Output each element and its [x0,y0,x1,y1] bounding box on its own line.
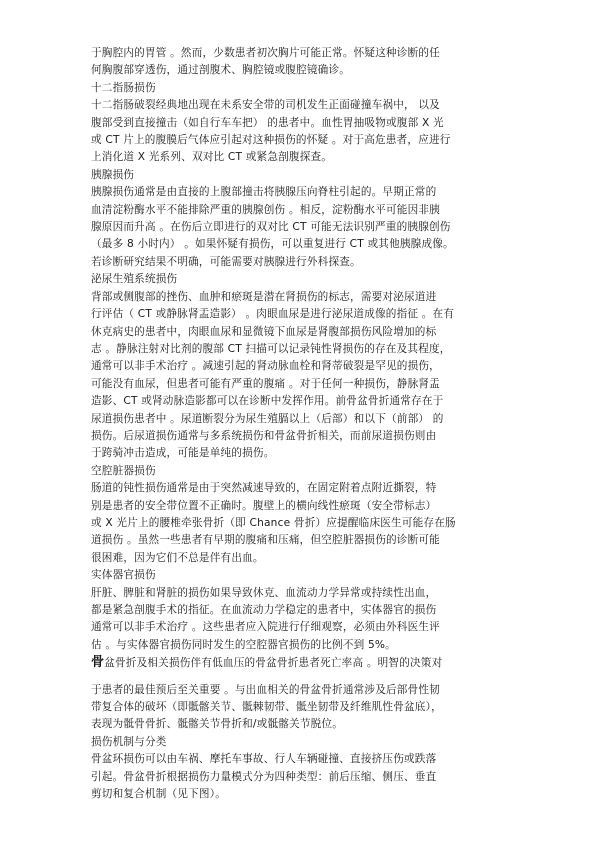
section-heading: 十二指肠损伤 [91,81,156,94]
text-line: 通常可以非手术治疗 。这些患者应入院进行仔细观察，必须由外科医生评 [91,621,440,634]
text-line: 十二指肠破裂经典地出现在未系安全带的司机发生正面碰撞车祸中， 以及 [91,99,440,112]
text-line: 剪切和复合机制（见下图）。 [91,788,227,801]
text-line: 若诊断研究结果不明确，可能需要对胰腺进行外科探查。 [91,255,361,268]
text-line: 通常可以非手术治疗 。减速引起的肾动脉血栓和肾蒂破裂是罕见的损伤， [91,360,440,373]
text-line: 或 X 光片上的腰椎牵张骨折（即 Chance 骨折）应提醒临床医生可能存在肠 [91,516,456,529]
text-line: 道损伤 。虽然一些患者有早期的腹痛和压痛，但空腔脏器损伤的诊断可能 [91,534,440,547]
text-line: 于患者的最佳预后至关重要 。与出血相关的骨盆骨折通常涉及后部骨性韧 [91,683,440,696]
text-line: 很困难，因为它们不总是伴有出血。 [91,551,264,564]
text-line: 何胸腹部穿透伤，通过剖腹术、胸腔镜或腹腔镜确诊。 [91,64,351,77]
text-line: 损伤。后尿道损伤通常与多系统损伤和骨盆骨折相关，而前尿道损伤则由 [91,429,437,442]
section-heading: 实体器官损伤 [91,569,156,582]
text-line: 胰腺损伤通常是由直接的上腹部撞击将胰腺压向脊柱引起的。早期正常的 [91,186,437,199]
text-line: 肠道的钝性损伤通常是由于突然减速导致的，在固定附着点附近撕裂，特 [91,482,437,495]
text-line: 休克病史的患者中，肉眼血尿和显微镜下血尿是肾腹部损伤风险增加的标 [91,325,437,338]
text-line: 志 。静脉注射对比剂的腹部 CT 扫描可以记录钝性肾损伤的存在及其程度， [91,342,451,355]
text-line: 骨盆环损伤可以由车祸、摩托车事故、行人车辆碰撞、直接挤压伤或跌落 [91,753,437,766]
section-heading: 胰腺损伤 [91,168,135,181]
text-line: （最多 8 小时内） 。如果怀疑有损伤，可以重复进行 CT 或其他胰腺成像。 [91,238,454,251]
text-line: 于跨骑冲击造成，可能是单纯的损伤。 [91,447,275,460]
paragraph-gap [91,673,509,682]
text-line: 背部或侧腹部的挫伤、血肿和瘀斑是潜在肾损伤的标志，需要对泌尿道进 [91,290,437,303]
text-line: 或 CT 片上的腹膜后气体应引起对这种损伤的怀疑 。对于高危患者，应进行 [91,134,451,147]
section-heading: 泌尿生殖系统损伤 [91,273,178,286]
text-line: 上消化道 X 光系列、双对比 CT 或紧急剖腹探查。 [91,151,333,164]
text-line: 腹部受到直接撞击（如自行车车把） 的患者中。血性胃抽吸物或腹部 X 光 [91,116,444,129]
text-column [91,45,509,803]
text-line: 别是患者的安全带位置不正确时。腹壁上的横向线性瘀斑（安全带标志） [91,499,437,512]
text-line: 腺原因而升高 。在伤后立即进行的双对比 CT 可能无法识别严重的胰腺创伤 [91,221,451,234]
text-line: 估 。与实体器官损伤同时发生的空腔器官损伤的比例不到 5%。 [91,638,396,651]
text-line: 带复合体的破坏（即骶髂关节、骶棘韧带、骶坐韧带及纤维肌性骨盆底）， [91,701,442,714]
text-line: 尿道损伤患者中 。尿道断裂分为尿生殖膈以上（后部）和以下（前部） 的 [91,412,444,425]
text-line: 血清淀粉酶水平不能排除严重的胰腺创伤 。相反，淀粉酶水平可能因非胰 [91,203,440,216]
text-line: 表现为骶骨骨折、骶髂关节骨折和/或骶髂关节脱位。 [91,718,344,731]
text-line: 引起。骨盆骨折根据损伤力量模式分为四种类型：前后压缩、侧压、垂直 [91,770,437,783]
section-lead-line: 骨盆骨折及相关损伤伴有低血压的骨盆骨折患者死亡率高 。明智的决策对 [91,655,443,671]
text-line: 都是紧急剖腹手术的指征。在血流动力学稳定的患者中，实体器官的损伤 [91,604,437,616]
text-line: 于胸腔内的胃管 。然而，少数患者初次胸片可能正常。怀疑这种诊断的任 [91,47,440,59]
text-line: 造影、CT 或肾动脉造影都可以在诊断中发挥作用。前骨盆骨折通常存在于 [91,395,444,408]
text-line: 肝脏、脾脏和肾脏的损伤如果导致休克、血流动力学异常或持续性出血， [91,586,437,599]
text-line: 可能没有血尿，但患者可能有严重的腹痛 。对于任何一种损伤，静脉肾盂 [91,377,440,390]
section-heading: 空腔脏器损伤 [91,464,156,477]
section-heading: 损伤机制与分类 [91,735,167,748]
text-line: 行评估（ CT 或静脉肾盂造影） 。肉眼血尿是进行泌尿道成像的指征 。在有 [91,308,455,321]
